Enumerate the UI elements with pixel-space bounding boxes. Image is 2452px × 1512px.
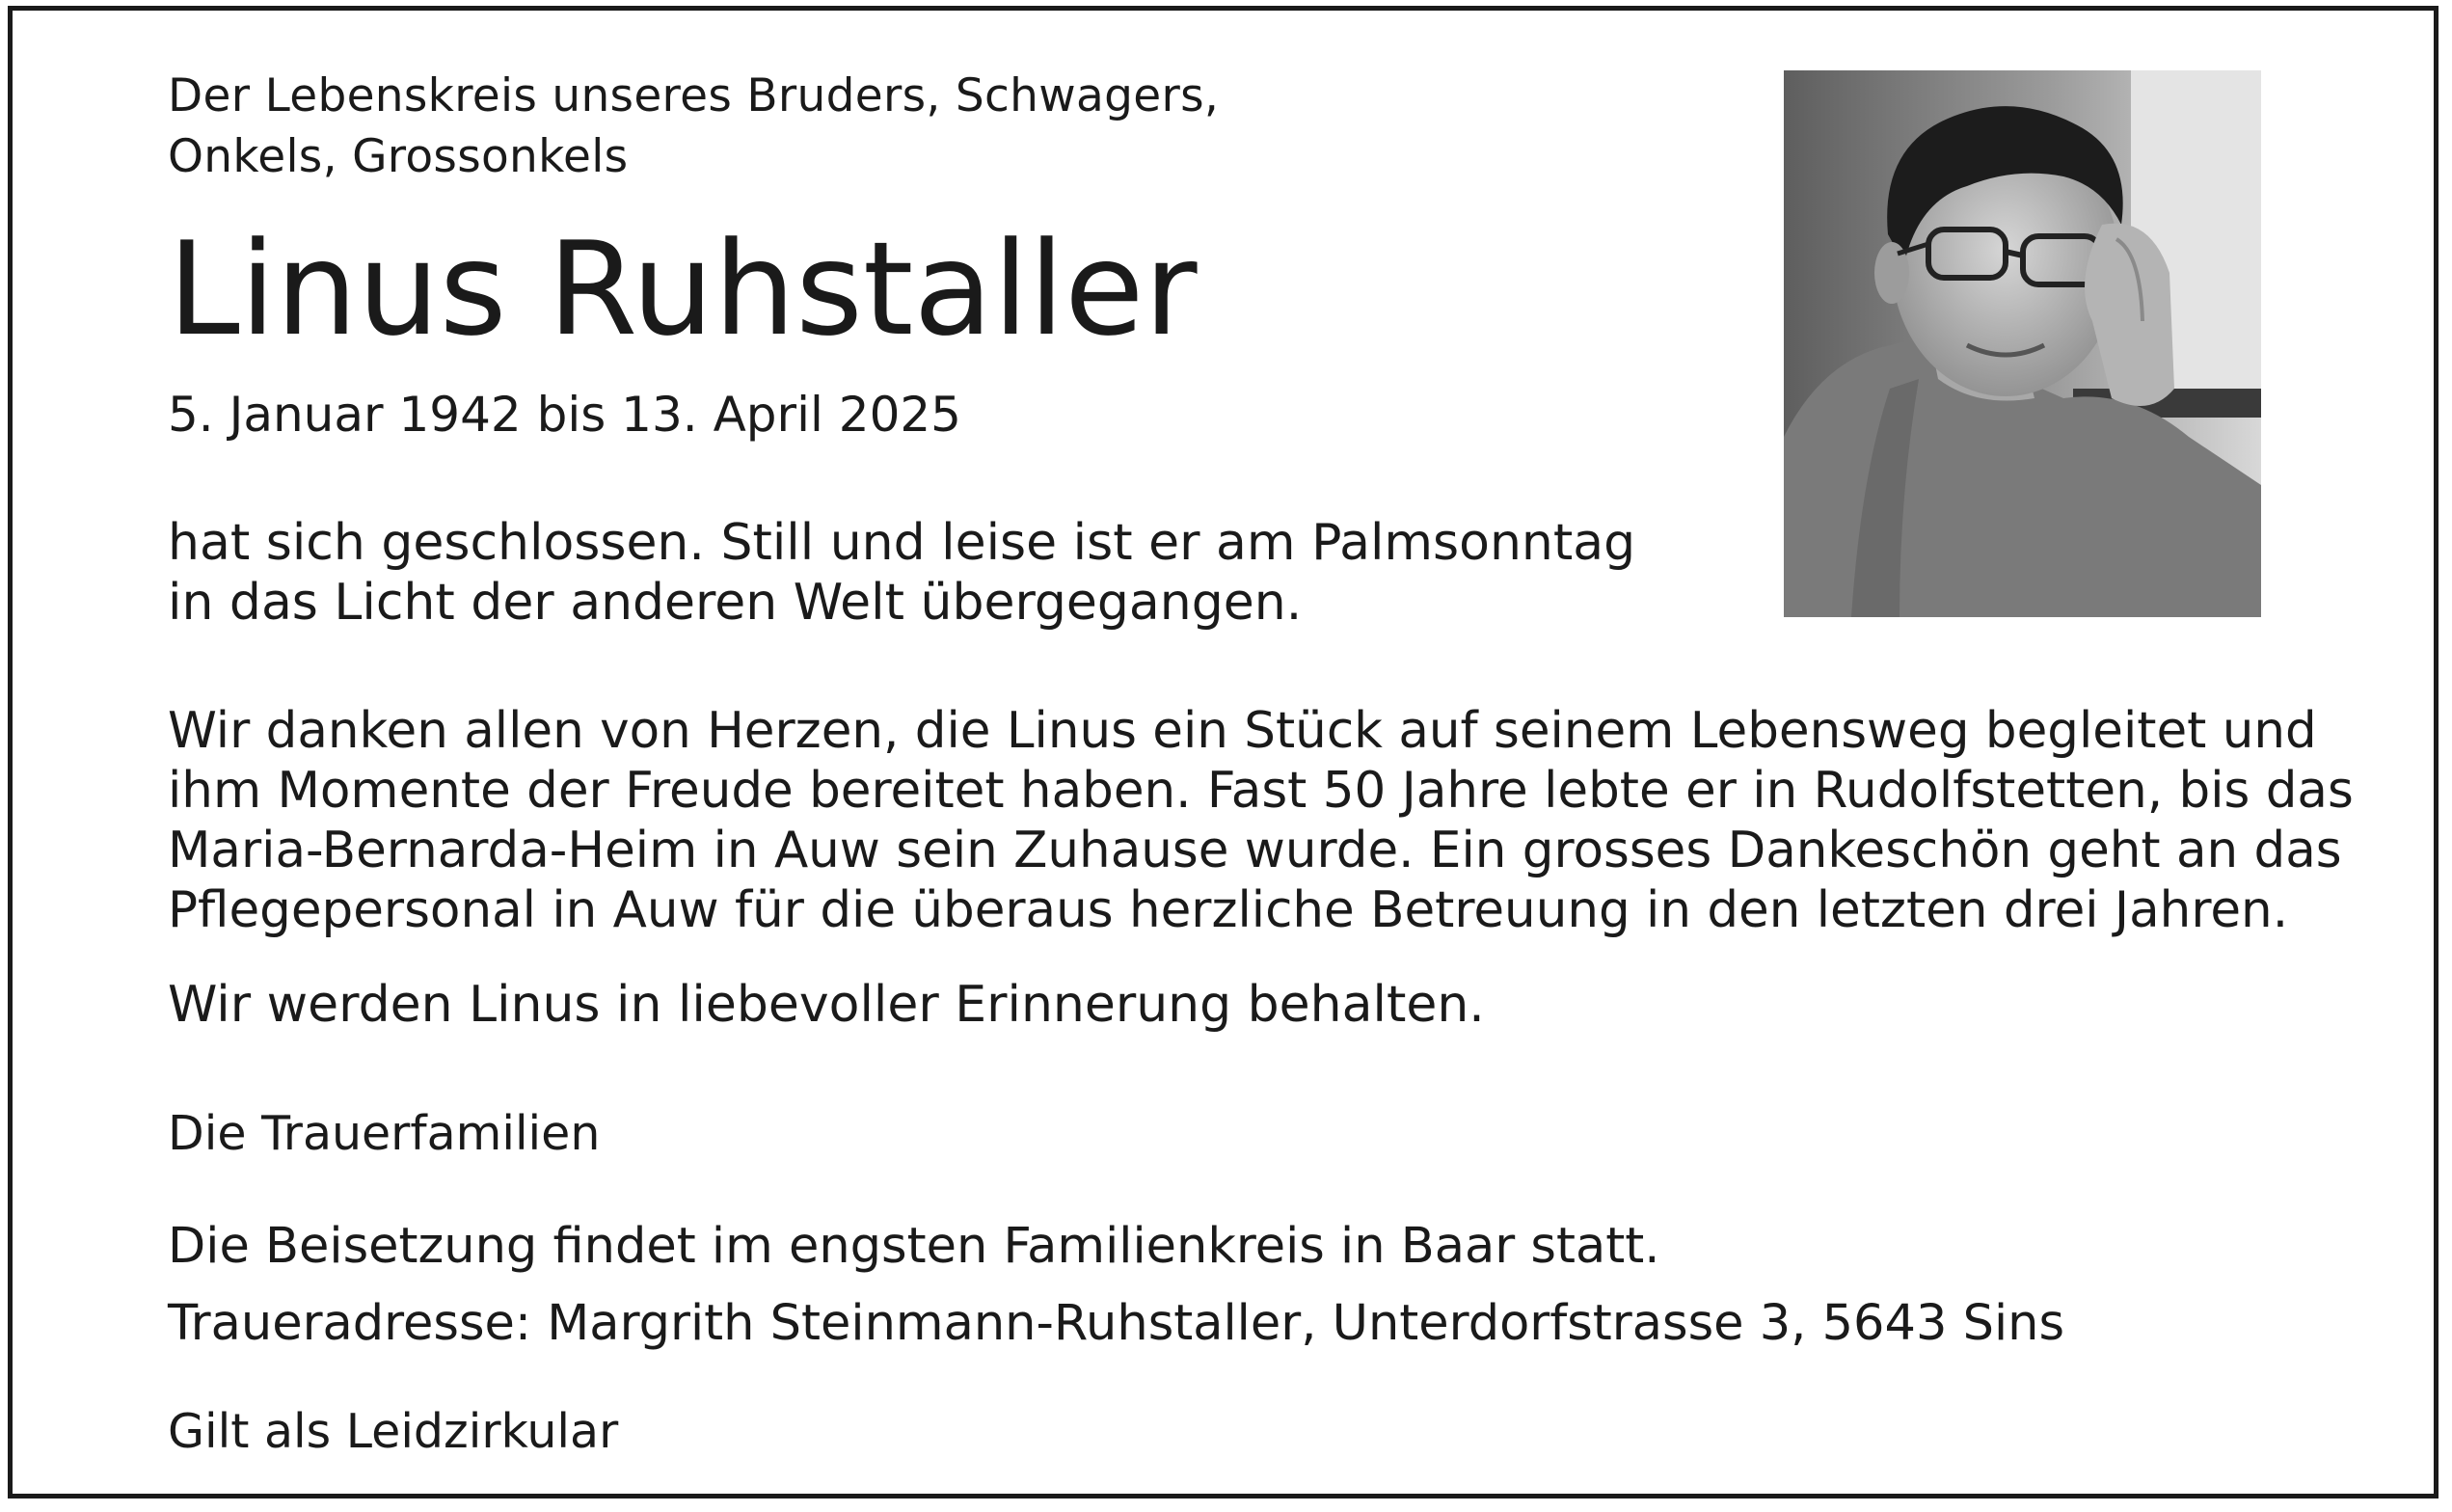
- thanks-line: Maria-Bernarda-Heim in Auw sein Zuhause wurde. Ein grosses Dankeschön geht an das: [168, 822, 2342, 879]
- intro-line: Onkels, Grossonkels: [168, 130, 629, 183]
- portrait-photo: [1784, 70, 2261, 617]
- closed-line: hat sich geschlossen. Still und leise ist er am Palmsonntag: [168, 514, 1636, 572]
- intro-line: Der Lebenskreis unseres Bruders, Schwagers,: [168, 69, 1220, 122]
- signature-text: Die Trauerfamilien: [168, 1106, 601, 1161]
- thanks-line: Pflegepersonal in Auw für die überaus herzliche Betreuung in den letzten drei Jahren.: [168, 881, 2289, 939]
- circular-note: Gilt als Leidzirkular: [168, 1404, 619, 1459]
- mourning-address: Traueradresse: Margrith Steinmann-Ruhstaller, Unterdorfstrasse 3, 5643 Sins: [168, 1295, 2065, 1352]
- life-dates: 5. Januar 1942 bis 13. April 2025: [168, 387, 961, 443]
- portrait-icon: [1784, 70, 2261, 617]
- thanks-line: Wir danken allen von Herzen, die Linus ein Stück auf seinem Lebensweg begleitet und: [168, 702, 2317, 760]
- intro-text: [168, 66, 1219, 187]
- closed-text: [168, 513, 1635, 633]
- closed-line: in das Licht der anderen Welt übergegangen.: [168, 574, 1303, 632]
- deceased-name: Linus Ruhstaller: [168, 214, 1198, 364]
- burial-text: Die Beisetzung findet im engsten Familienkreis in Baar statt.: [168, 1218, 1660, 1275]
- thanks-paragraph: [168, 701, 2354, 940]
- memory-text: Wir werden Linus in liebevoller Erinnerung behalten.: [168, 976, 1485, 1034]
- thanks-line: ihm Momente der Freude bereitet haben. Fast 50 Jahre lebte er in Rudolfstetten, bis das: [168, 762, 2354, 820]
